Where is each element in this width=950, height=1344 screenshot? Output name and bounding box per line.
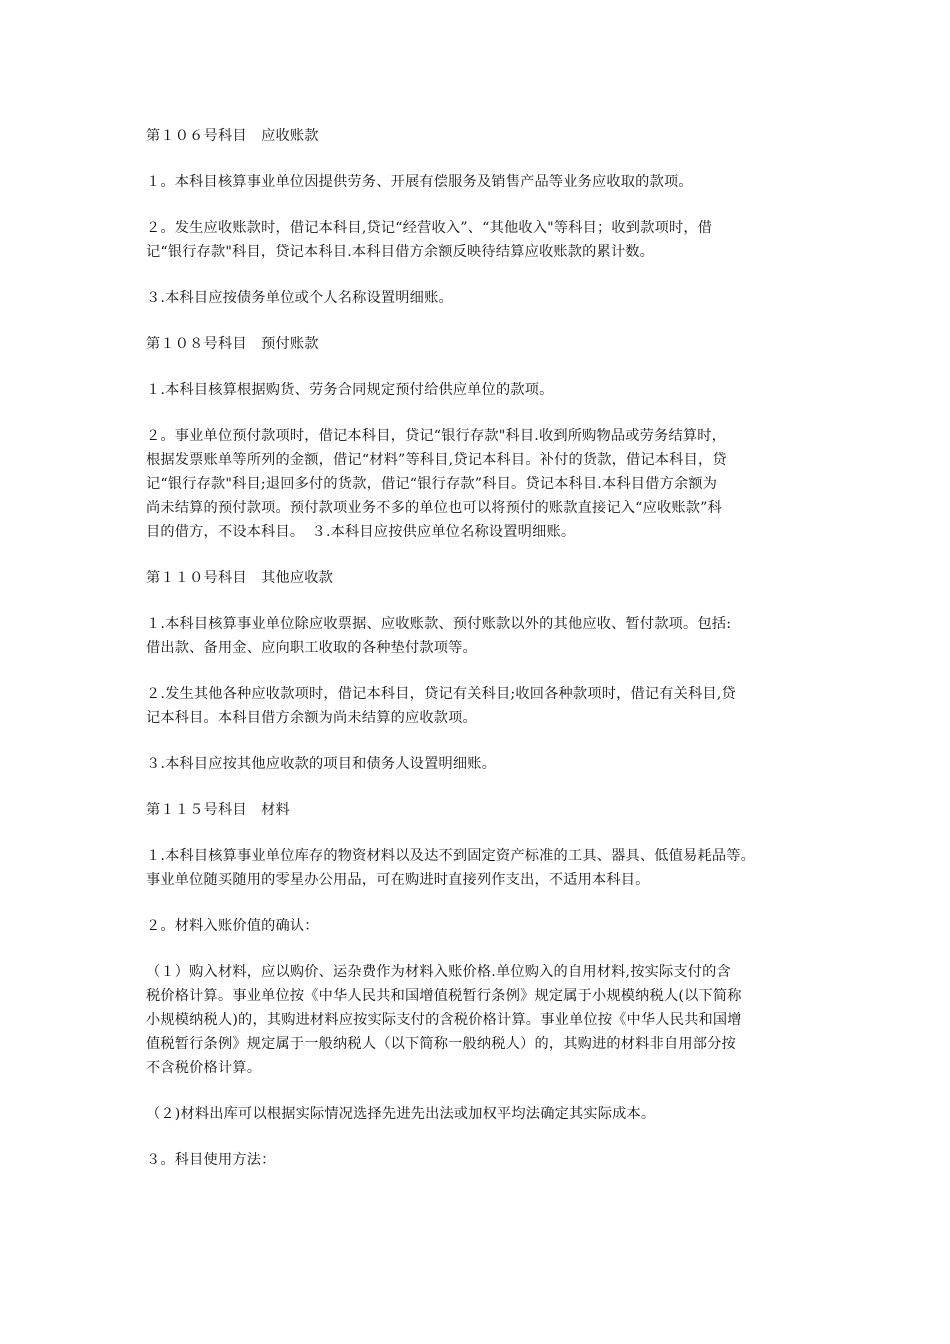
text-line: ２.发生其他各种应收款项时，借记本科目，贷记有关科目;收回各种款项时，借记有关科目,贷 [146,686,736,702]
paragraph [146,1148,826,1172]
text-line: １.本科目核算事业单位除应收票据、应收账款、预付账款以外的其他应收、暂付款项。包括: [146,616,732,632]
text-line: ３.本科目应按债务单位或个人名称设置明细账。 [146,290,453,306]
text-line: 记本科目。本科目借方余额为尚未结算的应收款项。 [146,710,477,726]
text-line: 目的借方，不设本科目。 ３.本科目应按供应单位名称设置明细账。 [146,524,576,540]
text-line: 记“银行存款"科目，贷记本科目.本科目借方余额反映待结算应收账款的累计数。 [146,244,655,260]
paragraph [146,1102,826,1126]
text-line: 第１０６号科目 应收账款 [146,128,319,144]
text-line: 记“银行存款"科目;退回多付的货款，借记“银行存款”科目。贷记本科目.本科目借方余额为 [146,476,718,492]
paragraph [146,216,826,264]
text-line: １.本科目核算事业单位库存的物资材料以及达不到固定资产标准的工具、器具、低值易耗品等。 [146,848,755,864]
paragraph [146,844,826,892]
paragraph [146,612,826,660]
text-line: 事业单位随买随用的零星办公用品，可在购进时直接列作支出，不适用本科目。 [146,872,650,888]
text-line: ２。发生应收账款时，借记本科目,贷记“经营收入”、“其他收入"等科目；收到款项时，借 [146,220,713,236]
text-line: 小规模纳税人)的，其购进材料应按实际支付的含税价格计算。事业单位按《中华人民共和国增 [146,1012,742,1028]
text-line: 值税暂行条例》规定属于一般纳税人（以下简称一般纳税人）的，其购进的材料非自用部分按 [146,1036,736,1052]
text-line: ２。材料入账价值的确认： [146,918,319,934]
text-line: 税价格计算。事业单位按《中华人民共和国增值税暂行条例》规定属于小规模纳税人(以下简称 [146,988,742,1004]
text-line: ３。科目使用方法： [146,1152,276,1168]
text-line: （１）购入材料，应以购价、运杂费作为材料入账价格.单位购入的自用材料,按实际支付的含 [146,964,731,980]
heading-115 [146,798,826,822]
heading-106 [146,124,826,148]
text-line: ３.本科目应按其他应收款的项目和债务人设置明细账。 [146,756,497,772]
paragraph [146,752,826,776]
paragraph [146,424,826,544]
paragraph [146,170,826,194]
paragraph [146,960,826,1080]
paragraph [146,378,826,402]
text-line: ２。事业单位预付款项时，借记本科目，贷记“银行存款"科目.收到所购物品或劳务结算时， [146,428,727,444]
paragraph [146,682,826,730]
text-line: １。本科目核算事业单位因提供劳务、开展有偿服务及销售产品等业务应收取的款项。 [146,174,693,190]
heading-110 [146,566,826,590]
text-line: 第１１５号科目 材料 [146,802,290,818]
text-line: 第１０８号科目 预付账款 [146,336,319,352]
paragraph [146,286,826,310]
heading-108 [146,332,826,356]
text-line: （２)材料出库可以根据实际情况选择先进先出法或加权平均法确定其实际成本。 [146,1106,656,1122]
text-line: 借出款、备用金、应向职工收取的各种垫付款项等。 [146,640,477,656]
text-line: 第１１０号科目 其他应收款 [146,570,334,586]
paragraph [146,914,826,938]
document-page [146,124,826,1194]
text-line: 不含税价格计算。 [146,1060,262,1076]
text-line: １.本科目核算根据购货、劳务合同规定预付给供应单位的款项。 [146,382,554,398]
text-line: 尚未结算的预付款项。预付款项业务不多的单位也可以将预付的账款直接记入“应收账款”科 [146,500,723,516]
text-line: 根据发票账单等所列的金额，借记“材料”等科目,贷记本科目。补付的货款，借记本科目，贷 [146,452,727,468]
